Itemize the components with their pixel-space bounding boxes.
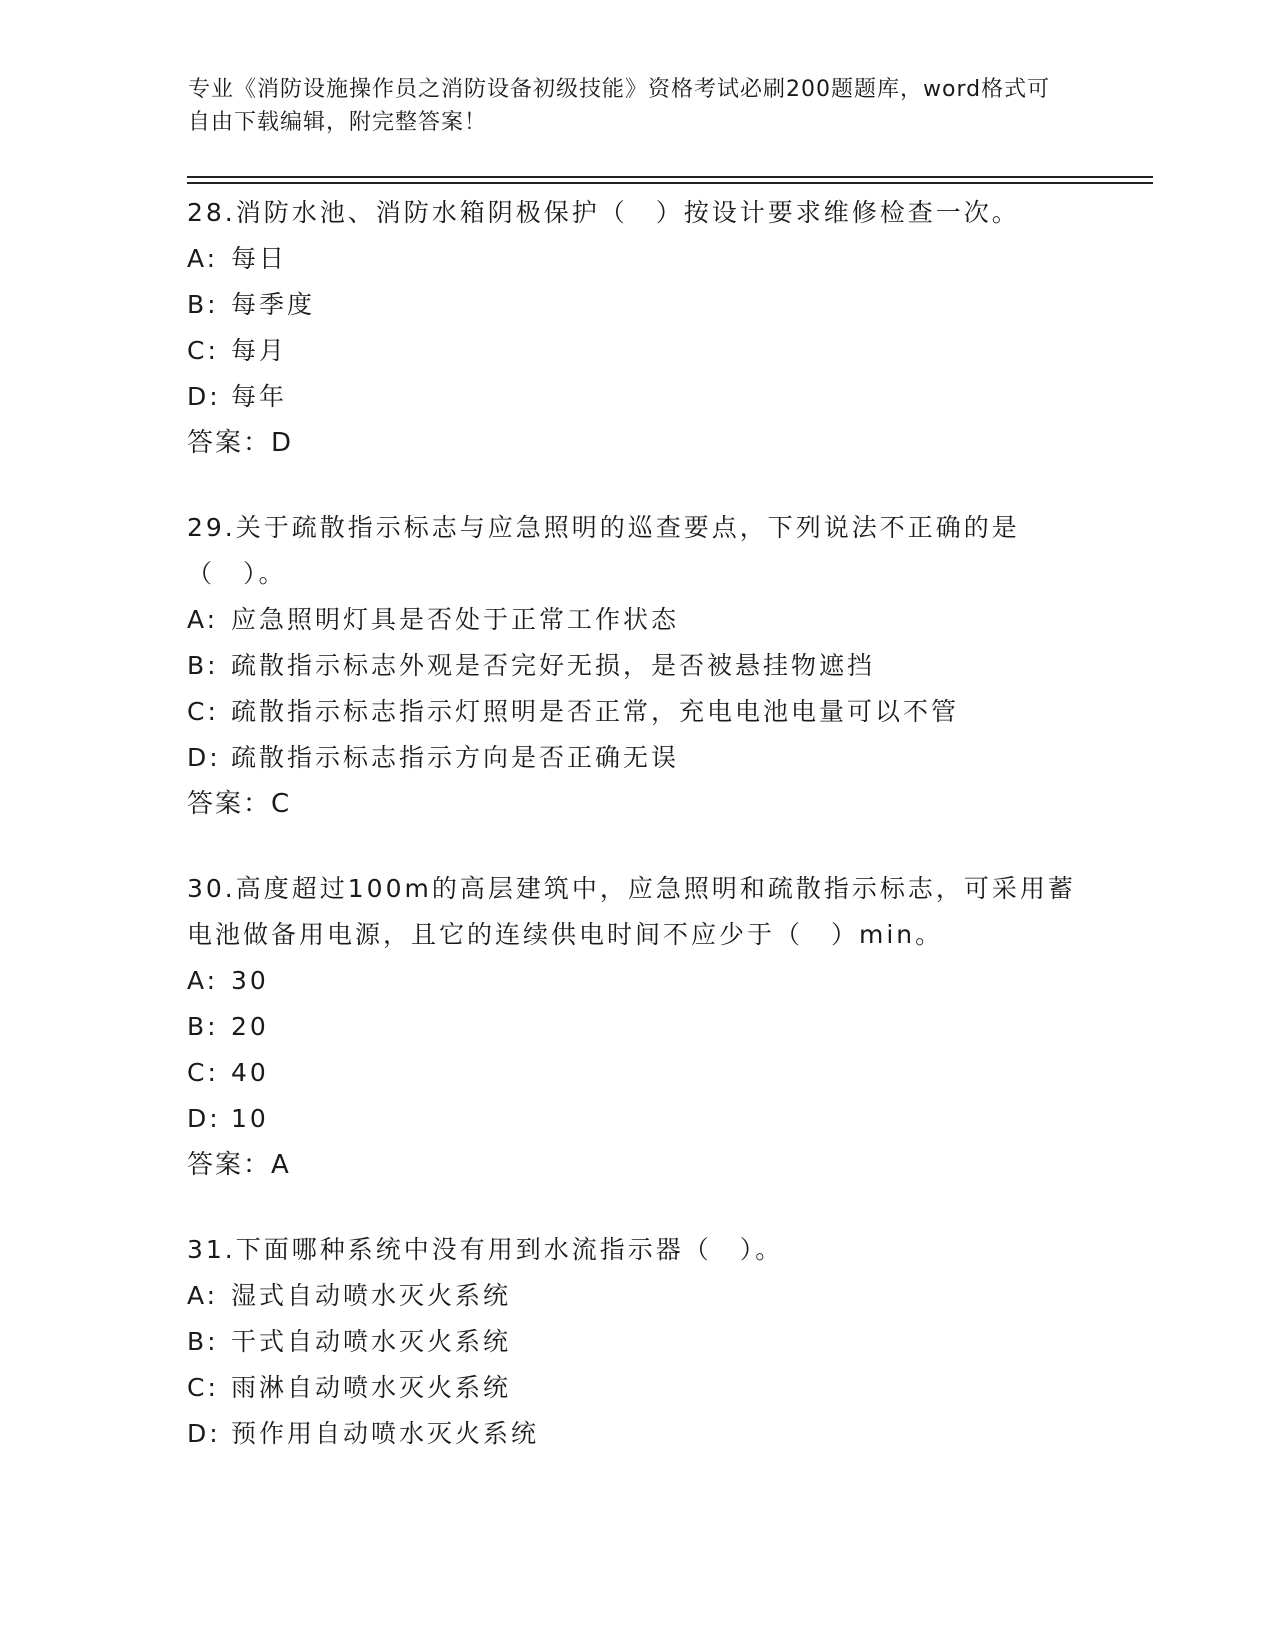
option-text: 应急照明灯具是否处于正常工作状态 [231,605,680,634]
option-label: C: [187,336,219,365]
answer-line [187,781,1087,827]
option-label: B: [187,651,219,680]
option-label: A: [187,966,219,995]
answer-label: 答案： [187,1150,272,1180]
question-30 [187,866,1087,1188]
option-d [187,735,1087,781]
option-text: 每日 [231,244,288,273]
option-label: A: [187,1281,219,1310]
option-text: 每月 [231,336,288,365]
question-stem: 29.关于疏散指示标志与应急照明的巡查要点，下列说法不正确的是（ ）。 [187,513,1020,588]
option-label: C: [187,1373,219,1402]
answer-label: 答案： [187,428,272,458]
option-b [187,643,1087,689]
option-a [187,597,1087,643]
document-header: 专业《消防设施操作员之消防设备初级技能》资格考试必刷200题题库，word格式可自由下载编辑，附完整答案！ [188,77,1051,135]
option-text: 干式自动喷水灭火系统 [231,1327,512,1356]
answer-label: 答案： [187,789,272,819]
option-b [187,282,1087,328]
answer-value: C [271,789,290,819]
option-text: 10 [231,1104,269,1133]
question-28 [187,190,1087,466]
answer-value: D [271,428,292,458]
option-text: 疏散指示标志指示方向是否正确无误 [231,743,680,772]
question-stem: 31.下面哪种系统中没有用到水流指示器（ ）。 [187,1235,784,1264]
option-c [187,689,1087,735]
question-stem: 28.消防水池、消防水箱阴极保护（ ）按设计要求维修检查一次。 [187,198,1020,227]
answer-value: A [271,1150,289,1180]
question-stem: 30.高度超过100m的高层建筑中，应急照明和疏散指示标志，可采用蓄电池做备用电源，且它的连续供电时间不应少于（ ）min。 [187,874,1076,949]
option-label: D: [187,743,221,772]
option-text: 30 [231,966,269,995]
option-c [187,1050,1087,1096]
option-label: D: [187,1419,221,1448]
option-label: B: [187,1327,219,1356]
option-label: B: [187,290,219,319]
option-text: 每年 [231,382,288,411]
option-label: A: [187,605,219,634]
option-label: C: [187,1058,219,1087]
option-a [187,236,1087,282]
question-29 [187,505,1087,827]
option-label: B: [187,1012,219,1041]
header-divider-bottom [187,182,1153,184]
option-d [187,374,1087,420]
option-b [187,1004,1087,1050]
option-text: 雨淋自动喷水灭火系统 [231,1373,512,1402]
option-label: D: [187,382,221,411]
option-label: C: [187,697,219,726]
option-label: A: [187,244,219,273]
option-text: 湿式自动喷水灭火系统 [231,1281,512,1310]
option-c [187,1365,1087,1411]
option-label: D: [187,1104,221,1133]
option-text: 40 [231,1058,269,1087]
header-divider-top [187,176,1153,178]
answer-line [187,1142,1087,1188]
option-b [187,1319,1087,1365]
question-31 [187,1227,1087,1457]
option-c [187,328,1087,374]
option-a [187,1273,1087,1319]
option-text: 预作用自动喷水灭火系统 [231,1419,540,1448]
option-d [187,1411,1087,1457]
option-text: 疏散指示标志外观是否完好无损，是否被悬挂物遮挡 [231,651,876,680]
option-a [187,958,1087,1004]
option-text: 疏散指示标志指示灯照明是否正常，充电电池电量可以不管 [231,697,960,726]
option-d [187,1096,1087,1142]
answer-line [187,420,1087,466]
option-text: 每季度 [231,290,316,319]
option-text: 20 [231,1012,269,1041]
